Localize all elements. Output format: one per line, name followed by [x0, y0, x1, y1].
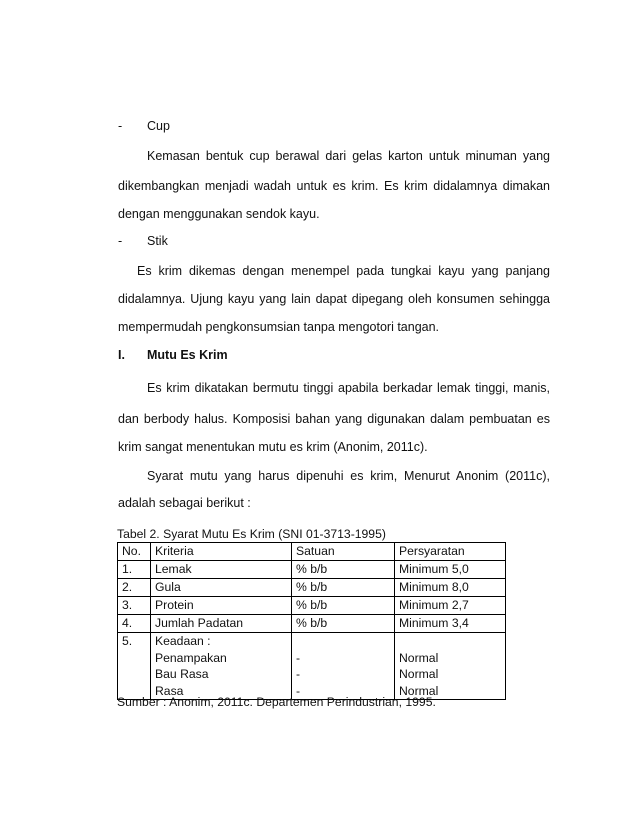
- table-row: [118, 633, 506, 700]
- persyaratan-keadaan: [399, 633, 505, 650]
- cell-no: 5.: [118, 633, 151, 700]
- cup-line-3: dengan menggunakan sendok kayu.: [118, 207, 320, 221]
- satuan-keadaan: [296, 633, 394, 650]
- table-row: [118, 615, 506, 633]
- stik-heading: Stik: [147, 234, 168, 248]
- cell-persyaratan: Minimum 5,0: [395, 561, 506, 579]
- cup-line-1: Kemasan bentuk cup berawal dari gelas karton untuk minuman yang: [147, 149, 550, 163]
- stik-line-2: didalamnya. Ujung kayu yang lain dapat dipegang oleh konsumen sehingga: [118, 292, 550, 306]
- kriteria-penampakan: Penampakan: [155, 650, 227, 665]
- table-row: [118, 597, 506, 615]
- persyaratan-bau-rasa: Normal: [399, 667, 439, 681]
- header-persyaratan: Persyaratan: [395, 543, 506, 561]
- stik-line-3: mempermudah pengkonsumsian tanpa mengotori tangan.: [118, 320, 440, 334]
- cell-satuan-group: [292, 633, 395, 700]
- satuan-penampakan: -: [296, 650, 301, 665]
- cell-satuan: % b/b: [292, 579, 395, 597]
- cup-heading: Cup: [147, 119, 170, 133]
- table-row: [118, 561, 506, 579]
- cup-line-2: dikembangkan menjadi wadah untuk es krim. Es krim didalamnya dimakan: [118, 179, 550, 193]
- section-number: I.: [118, 348, 125, 362]
- kriteria-bau-rasa: Bau Rasa: [155, 667, 209, 681]
- stik-line-1: Es krim dikemas dengan menempel pada tungkai kayu yang panjang: [137, 264, 550, 278]
- persyaratan-rasa: Normal: [399, 683, 439, 698]
- cell-no: 4.: [118, 615, 151, 633]
- cell-kriteria: Gula: [151, 579, 292, 597]
- persyaratan-penampakan: Normal: [399, 650, 439, 665]
- para1-line-2: dan berbody halus. Komposisi bahan yang digunakan dalam pembuatan es: [118, 412, 550, 426]
- para2-line-2: adalah sebagai berikut :: [118, 496, 251, 510]
- cell-kriteria: Lemak: [151, 561, 292, 579]
- cell-persyaratan: Minimum 8,0: [395, 579, 506, 597]
- cup-bullet: -: [118, 119, 123, 133]
- stik-bullet: -: [118, 234, 123, 248]
- cell-kriteria: Protein: [151, 597, 292, 615]
- header-kriteria: Kriteria: [151, 543, 292, 561]
- table-caption: Tabel 2. Syarat Mutu Es Krim (SNI 01-3713-1995): [117, 527, 386, 541]
- kriteria-keadaan: Keadaan :: [155, 634, 211, 648]
- requirements-table: [117, 542, 506, 700]
- satuan-bau-rasa: -: [296, 667, 301, 681]
- satuan-rasa: -: [296, 683, 301, 698]
- header-no: No.: [118, 543, 151, 561]
- cell-persyaratan: Minimum 3,4: [395, 615, 506, 633]
- cell-kriteria: Jumlah Padatan: [151, 615, 292, 633]
- cell-kriteria-group: [151, 633, 292, 700]
- cell-satuan: % b/b: [292, 561, 395, 579]
- cell-satuan: % b/b: [292, 597, 395, 615]
- header-satuan: Satuan: [292, 543, 395, 561]
- cell-no: 2.: [118, 579, 151, 597]
- para1-line-3: krim sangat menentukan mutu es krim (Anonim, 2011c).: [118, 440, 428, 454]
- cell-persyaratan-group: [395, 633, 506, 700]
- table-row: [118, 579, 506, 597]
- cell-persyaratan: Minimum 2,7: [395, 597, 506, 615]
- para2-line-1: Syarat mutu yang harus dipenuhi es krim, Menurut Anonim (2011c),: [147, 469, 550, 483]
- cell-no: 3.: [118, 597, 151, 615]
- cell-no: 1.: [118, 561, 151, 579]
- table-header-row: [118, 543, 506, 561]
- table-source: Sumber : Anonim, 2011c. Departemen Perindustrian, 1995.: [117, 695, 436, 709]
- para1-line-1: Es krim dikatakan bermutu tinggi apabila berkadar lemak tinggi, manis,: [147, 381, 550, 395]
- section-title: Mutu Es Krim: [147, 348, 228, 362]
- kriteria-rasa: Rasa: [155, 683, 184, 698]
- cell-satuan: % b/b: [292, 615, 395, 633]
